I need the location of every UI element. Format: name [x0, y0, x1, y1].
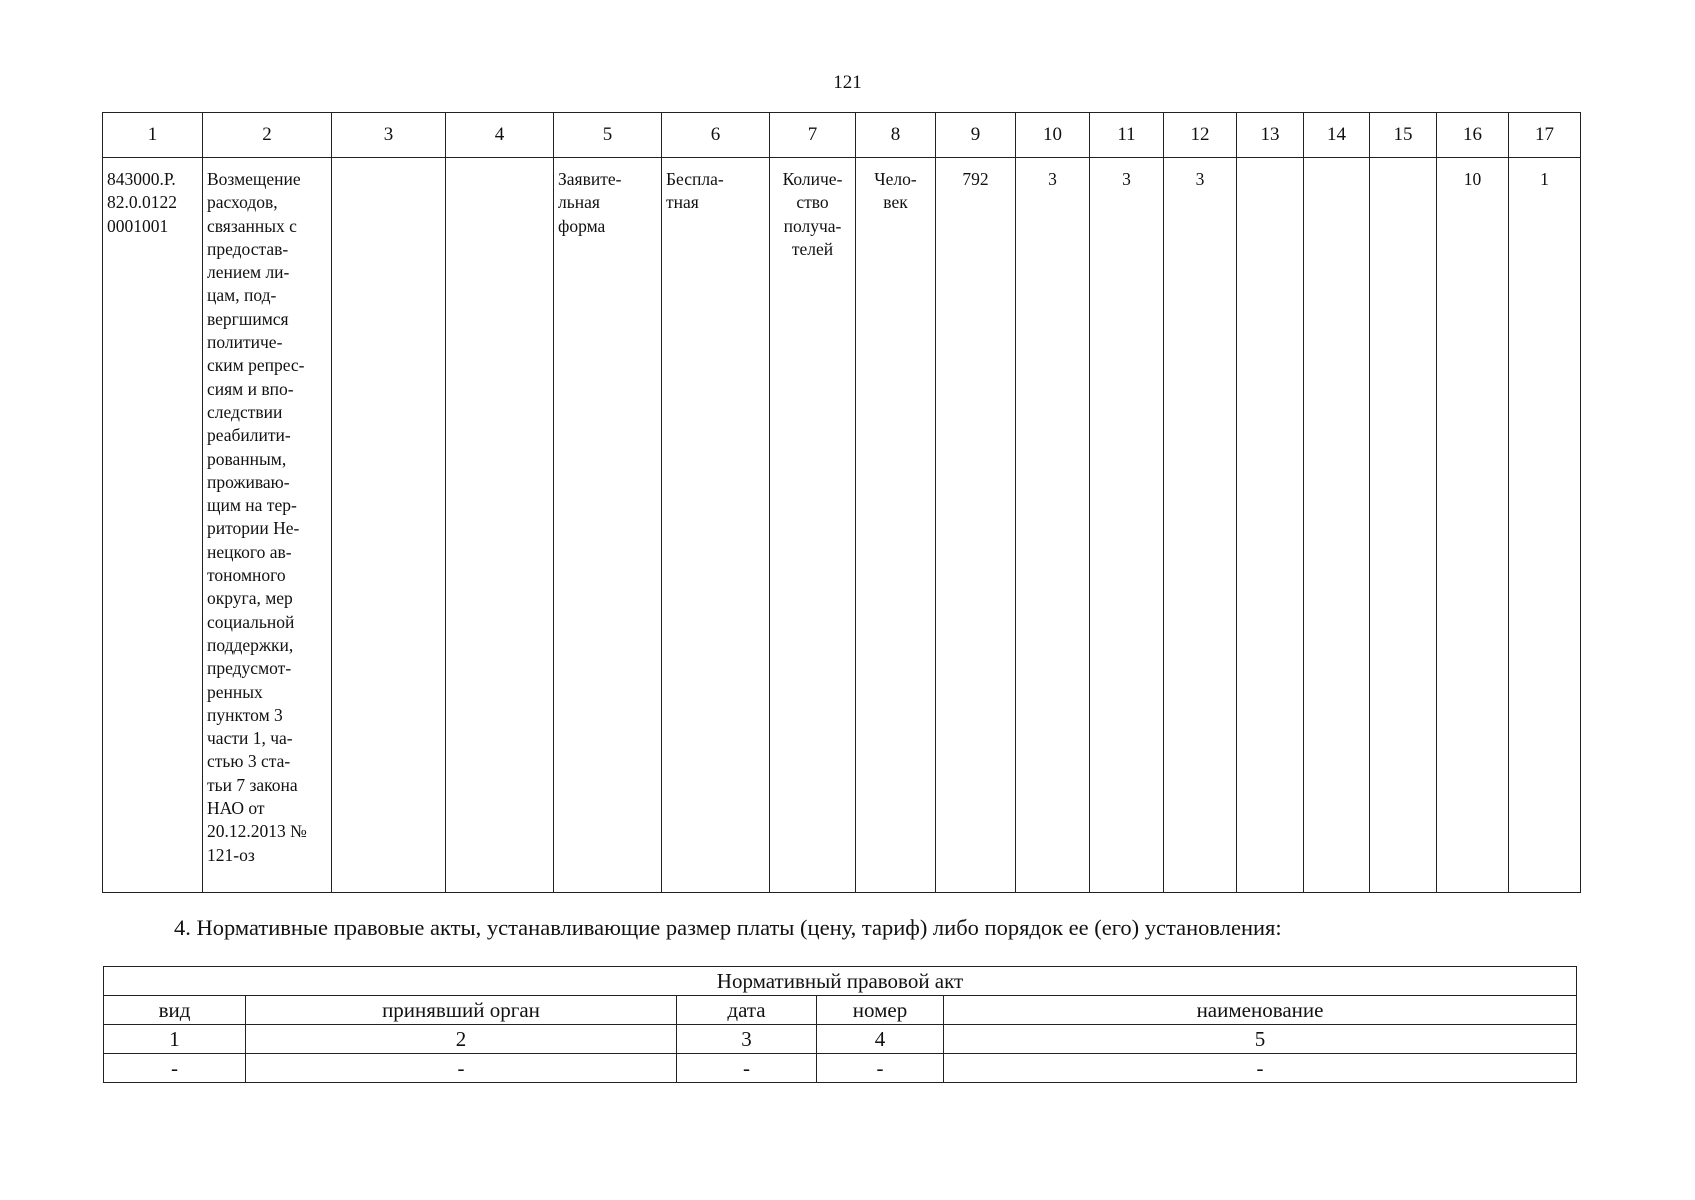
- value-cell: -: [817, 1054, 944, 1083]
- acts-title-row: [104, 967, 1577, 996]
- column-number: 4: [817, 1025, 944, 1054]
- form-text: Заявите- льная форма: [558, 169, 622, 236]
- column-number-header: 3: [332, 113, 446, 158]
- value-cell: -: [246, 1054, 677, 1083]
- column-number-header: 15: [1370, 113, 1437, 158]
- value-cell: [1090, 158, 1164, 893]
- service-description-cell: [203, 158, 332, 893]
- column-number-header: 5: [554, 113, 662, 158]
- page-number: 121: [833, 72, 862, 93]
- service-indicators-table: [102, 112, 1581, 893]
- form-cell: [554, 158, 662, 893]
- column-number: 1: [104, 1025, 246, 1054]
- acts-header-row: [104, 996, 1577, 1025]
- section-heading: 4. Нормативные правовые акты, устанавливающие размер платы (цену, тариф) либо порядок ее (его) установления:: [174, 915, 1282, 940]
- column-number-header: 6: [662, 113, 770, 158]
- column-number-header: 10: [1016, 113, 1090, 158]
- payment-type-text: Бесплa- тная: [666, 169, 724, 213]
- column-number-header: 14: [1304, 113, 1370, 158]
- unit-code-cell: [936, 158, 1016, 893]
- column-number-header: 16: [1437, 113, 1509, 158]
- value-cell: [1437, 158, 1509, 893]
- header-number: номер: [817, 996, 944, 1025]
- header-row: [103, 113, 1581, 158]
- value-text: 3: [1048, 169, 1057, 189]
- value-text: 10: [1463, 169, 1482, 189]
- table-row: [103, 158, 1581, 893]
- value-text: 3: [1195, 169, 1205, 189]
- unit-name: Чело- век: [874, 169, 917, 213]
- column-number-header: 11: [1090, 113, 1164, 158]
- unit-code: 792: [962, 169, 989, 189]
- column-number-header: 8: [856, 113, 936, 158]
- column-number: 3: [677, 1025, 817, 1054]
- value-cell: [1237, 158, 1304, 893]
- column-number: 2: [246, 1025, 677, 1054]
- value-cell: [1016, 158, 1090, 893]
- column-number-header: 17: [1509, 113, 1581, 158]
- value-cell: [1164, 158, 1237, 893]
- payment-type-cell: [662, 158, 770, 893]
- table-cell: [332, 158, 446, 893]
- value-text: 3: [1122, 169, 1131, 189]
- legal-acts-table: [103, 966, 1577, 1083]
- indicator-name-cell: [770, 158, 856, 893]
- column-number-header: 12: [1164, 113, 1237, 158]
- registry-number: 843000.Р. 82.0.0122 0001001: [107, 169, 177, 236]
- column-number-header: 7: [770, 113, 856, 158]
- table-row: [104, 1054, 1577, 1083]
- header-name: наименование: [944, 996, 1577, 1025]
- value-cell: [1304, 158, 1370, 893]
- column-number: 5: [944, 1025, 1577, 1054]
- unit-name-cell: [856, 158, 936, 893]
- table-cell: [446, 158, 554, 893]
- value-cell: -: [677, 1054, 817, 1083]
- column-number-header: 1: [103, 113, 203, 158]
- registry-number-cell: [103, 158, 203, 893]
- value-cell: [1370, 158, 1437, 893]
- acts-table-title: Нормативный правовой акт: [104, 967, 1577, 996]
- value-cell: -: [944, 1054, 1577, 1083]
- header-issuing-body: принявший орган: [246, 996, 677, 1025]
- value-cell: -: [104, 1054, 246, 1083]
- column-number-header: 2: [203, 113, 332, 158]
- value-text: 1: [1540, 169, 1549, 189]
- service-description: Возмещение расходов, связанных с предостав- лением ли- цам, под- вергшимся политиче- ским репрес- сиям и впо- следствии реабилити- рованным, проживаю- щим на тер- ритории Не- нецкого ав- тономного округа, мер социальной поддержки, предусмот- ренных пунктом 3 части 1, ча- стью 3 ста- тьи 7 закона НАО от 20.12.2013 № 121-оз: [207, 169, 307, 865]
- column-number-header: 9: [936, 113, 1016, 158]
- header-date: дата: [677, 996, 817, 1025]
- column-number-header: 13: [1237, 113, 1304, 158]
- header-kind: вид: [104, 996, 246, 1025]
- indicator-name: Количе- ство получа- телей: [782, 169, 843, 259]
- value-cell: [1509, 158, 1581, 893]
- acts-numbers-row: [104, 1025, 1577, 1054]
- column-number-header: 4: [446, 113, 554, 158]
